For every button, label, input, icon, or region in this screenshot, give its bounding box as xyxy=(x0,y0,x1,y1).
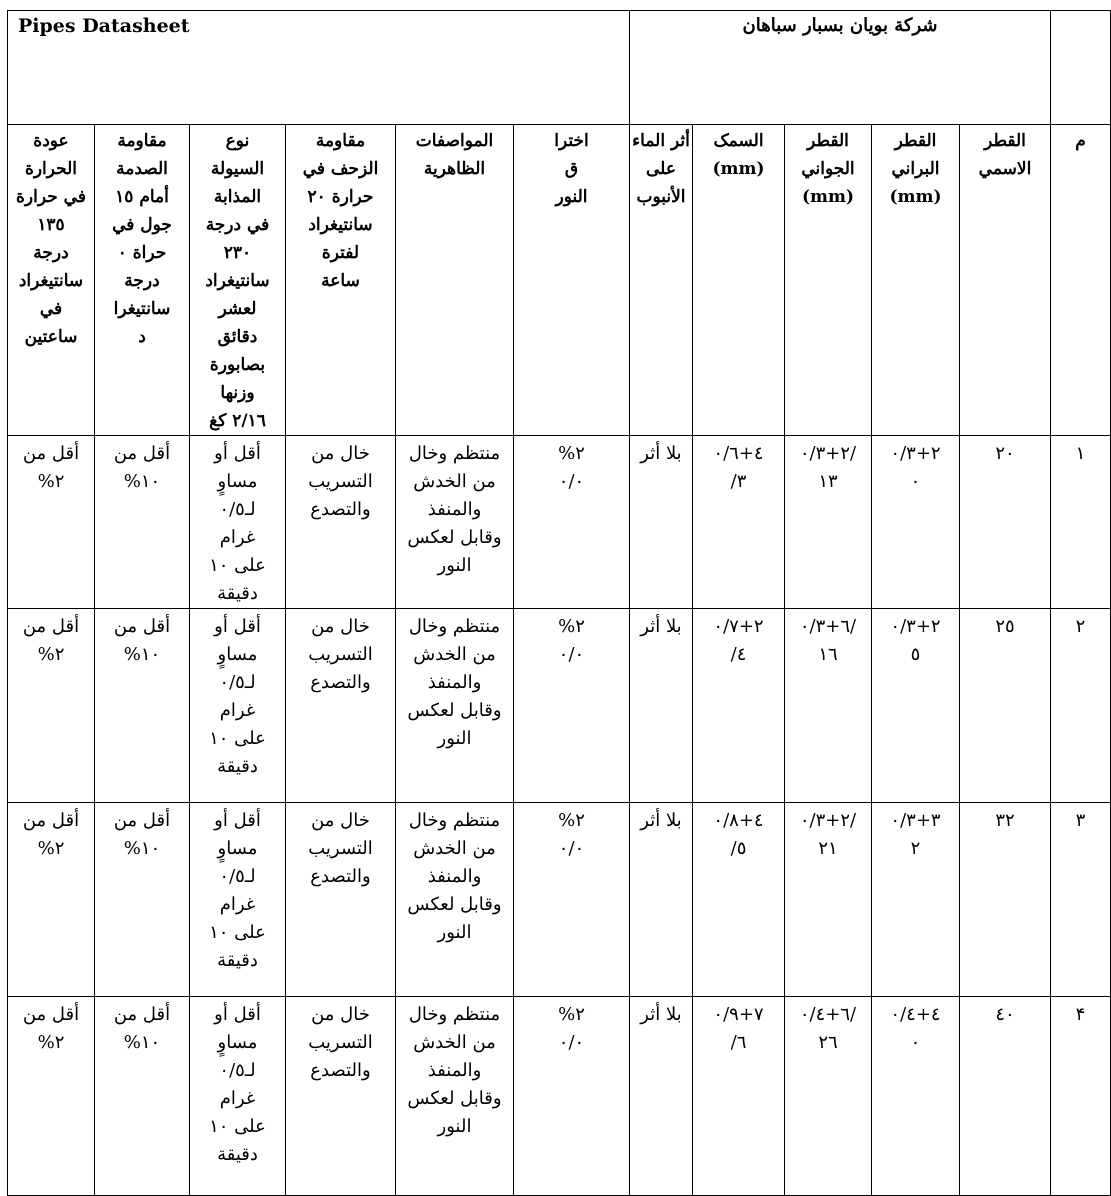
header-label: مقاومة الصدمة أمام ١٥ جول في حراة ٠ درجة سانتيغرا د xyxy=(112,131,172,347)
cell-value: أقل أو مساوٍ لـ٠/٥ غرام على ١٠ دقيقة xyxy=(209,1004,266,1165)
header-label: القطر البراني (mm) xyxy=(889,131,942,207)
cell-value: ٢+٠/٣ ٠ xyxy=(890,443,941,492)
table-cell xyxy=(8,803,95,997)
table-row xyxy=(8,609,1111,803)
cell-value: ٤+٠/٦ ٣/ xyxy=(713,443,764,492)
cell-value: ٧+٠/٩ ٦/ xyxy=(713,1004,764,1053)
cell-value: بلا أثر xyxy=(640,810,682,831)
table-cell xyxy=(693,997,785,1196)
table-row xyxy=(8,436,1111,609)
cell-value: خال من التسريب والتصدع xyxy=(308,443,373,520)
table-cell xyxy=(286,436,396,609)
table-cell xyxy=(1051,997,1111,1196)
cell-value: ٢% ٠/٠ xyxy=(558,443,585,492)
table-cell xyxy=(190,803,286,997)
cell-value: /٢+٠/٣ ١٣ xyxy=(799,443,857,492)
table-cell xyxy=(1051,436,1111,609)
cell-value: ٤+٠/٨ ٥/ xyxy=(713,810,764,859)
table-cell xyxy=(396,803,514,997)
cell-value: أقل من ٢% xyxy=(22,810,80,859)
title-row xyxy=(8,11,1111,125)
table-row xyxy=(8,803,1111,997)
header-cell xyxy=(190,125,286,436)
header-row xyxy=(8,125,1111,436)
document-title: Pipes Datasheet xyxy=(18,15,190,37)
table-cell xyxy=(872,609,960,803)
table-cell xyxy=(1051,803,1111,997)
table-cell xyxy=(872,803,960,997)
header-cell xyxy=(8,125,95,436)
table-cell xyxy=(95,997,190,1196)
table-cell xyxy=(785,803,872,997)
table-cell xyxy=(190,436,286,609)
cell-value: بلا أثر xyxy=(640,443,682,464)
table-cell xyxy=(190,997,286,1196)
table-cell xyxy=(8,609,95,803)
table-cell xyxy=(1051,609,1111,803)
table-cell xyxy=(396,436,514,609)
cell-value: أقل من ١٠% xyxy=(113,1004,171,1053)
header-cell xyxy=(693,125,785,436)
table-cell xyxy=(396,609,514,803)
company-name: شركة بويان بسبار سباهان xyxy=(742,15,938,36)
cell-value: أقل من ١٠% xyxy=(113,616,171,665)
header-cell xyxy=(630,125,693,436)
table-cell xyxy=(286,609,396,803)
cell-value: منتظم وخال من الخدش والمنفذ وقابل لعكس النور xyxy=(407,1004,502,1137)
table-cell xyxy=(872,997,960,1196)
cell-value: ٢٥ xyxy=(995,616,1015,637)
cell-value: خال من التسريب والتصدع xyxy=(308,810,373,887)
header-label: القطر الجواني (mm) xyxy=(801,131,855,207)
cell-value: خال من التسريب والتصدع xyxy=(308,1004,373,1081)
table-cell xyxy=(514,609,630,803)
table-cell xyxy=(8,436,95,609)
header-label: اخترا ق النور xyxy=(554,131,589,207)
cell-value: خال من التسريب والتصدع xyxy=(308,616,373,693)
header-cell xyxy=(785,125,872,436)
cell-value: ٢٠ xyxy=(995,443,1015,464)
cell-value: ٣+٠/٣ ٢ xyxy=(890,810,941,859)
cell-value: منتظم وخال من الخدش والمنفذ وقابل لعكس النور xyxy=(407,810,502,943)
table-cell xyxy=(286,803,396,997)
table-cell xyxy=(95,436,190,609)
cell-value: أقل أو مساوٍ لـ٠/٥ غرام على ١٠ دقيقة xyxy=(209,616,266,777)
cell-value: بلا أثر xyxy=(640,1004,682,1025)
title-cell-left xyxy=(8,11,630,125)
table-cell xyxy=(630,997,693,1196)
cell-value: منتظم وخال من الخدش والمنفذ وقابل لعكس النور xyxy=(407,616,502,749)
cell-value: بلا أثر xyxy=(640,616,682,637)
cell-value: أقل أو مساوٍ لـ٠/٥ غرام على ١٠ دقيقة xyxy=(209,810,266,971)
header-label: القطر الاسمي xyxy=(978,131,1032,179)
table-cell xyxy=(960,436,1051,609)
cell-value: /٦+٠/٣ ١٦ xyxy=(799,616,857,665)
cell-value: /٢+٠/٣ ٢١ xyxy=(799,810,857,859)
header-label: نوع السيولة المذابة في درجة ٢٣٠ سانتيغراد لعشر دقائق بصابورة وزنها ٢/١٦ كغ xyxy=(205,131,270,431)
cell-value: أقل من ٢% xyxy=(22,443,80,492)
table-cell xyxy=(785,997,872,1196)
table-cell xyxy=(95,803,190,997)
cell-value: أقل من ٢% xyxy=(22,616,80,665)
header-label: م xyxy=(1075,131,1086,151)
cell-value: ٣ xyxy=(1075,810,1086,831)
table-cell xyxy=(514,997,630,1196)
cell-value: ٢ xyxy=(1075,616,1086,637)
cell-value: أقل أو مساوٍ لـ٠/٥ غرام على ١٠ دقيقة xyxy=(209,443,266,604)
cell-value: ۴ xyxy=(1075,1004,1086,1025)
header-cell xyxy=(396,125,514,436)
pipes-datasheet-table xyxy=(7,10,1111,1196)
cell-value: منتظم وخال من الخدش والمنفذ وقابل لعكس النور xyxy=(407,443,502,576)
title-cell-right xyxy=(630,11,1051,125)
table-cell xyxy=(514,803,630,997)
cell-value: أقل من ١٠% xyxy=(113,443,171,492)
table-cell xyxy=(286,997,396,1196)
table-cell xyxy=(514,436,630,609)
table-cell xyxy=(960,609,1051,803)
header-label: أثر الماء على الأنبوب xyxy=(632,131,690,207)
table-cell xyxy=(785,436,872,609)
cell-value: ٤+٠/٤ ٠ xyxy=(890,1004,941,1053)
table-cell xyxy=(8,997,95,1196)
header-cell xyxy=(960,125,1051,436)
table-cell xyxy=(960,997,1051,1196)
cell-value: ٢+٠/٧ ٤/ xyxy=(713,616,764,665)
cell-value: ٢+٠/٣ ٥ xyxy=(890,616,941,665)
title-cell-empty xyxy=(1051,11,1111,125)
header-cell xyxy=(1051,125,1111,436)
table-cell xyxy=(785,609,872,803)
cell-value: ٢% ٠/٠ xyxy=(558,1004,585,1053)
table-cell xyxy=(960,803,1051,997)
header-label: السمک (mm) xyxy=(712,131,765,179)
header-label: المواصفات الظاهرية xyxy=(415,131,494,179)
table-cell xyxy=(630,609,693,803)
table-cell xyxy=(396,997,514,1196)
cell-value: /٦+٠/٤ ٢٦ xyxy=(799,1004,857,1053)
cell-value: ٢% ٠/٠ xyxy=(558,810,585,859)
cell-value: أقل من ١٠% xyxy=(113,810,171,859)
cell-value: أقل من ٢% xyxy=(22,1004,80,1053)
cell-value: ١ xyxy=(1075,443,1086,464)
table-cell xyxy=(630,436,693,609)
header-cell xyxy=(514,125,630,436)
table-cell xyxy=(190,609,286,803)
table-cell xyxy=(693,803,785,997)
header-cell xyxy=(286,125,396,436)
header-cell xyxy=(872,125,960,436)
cell-value: ٤٠ xyxy=(995,1004,1015,1025)
table-cell xyxy=(693,436,785,609)
cell-value: ٣٢ xyxy=(995,810,1015,831)
table-cell xyxy=(693,609,785,803)
table-cell xyxy=(872,436,960,609)
table-row xyxy=(8,997,1111,1196)
table-cell xyxy=(630,803,693,997)
header-cell xyxy=(95,125,190,436)
header-label: عودة الحرارة في حرارة ١٣٥ درجة سانتيغراد في ساعتين xyxy=(16,131,86,347)
cell-value: ٢% ٠/٠ xyxy=(558,616,585,665)
table-cell xyxy=(95,609,190,803)
header-label: مقاومة الزحف في حرارة ٢٠ سانتيغراد لفترة ساعة xyxy=(302,131,379,291)
